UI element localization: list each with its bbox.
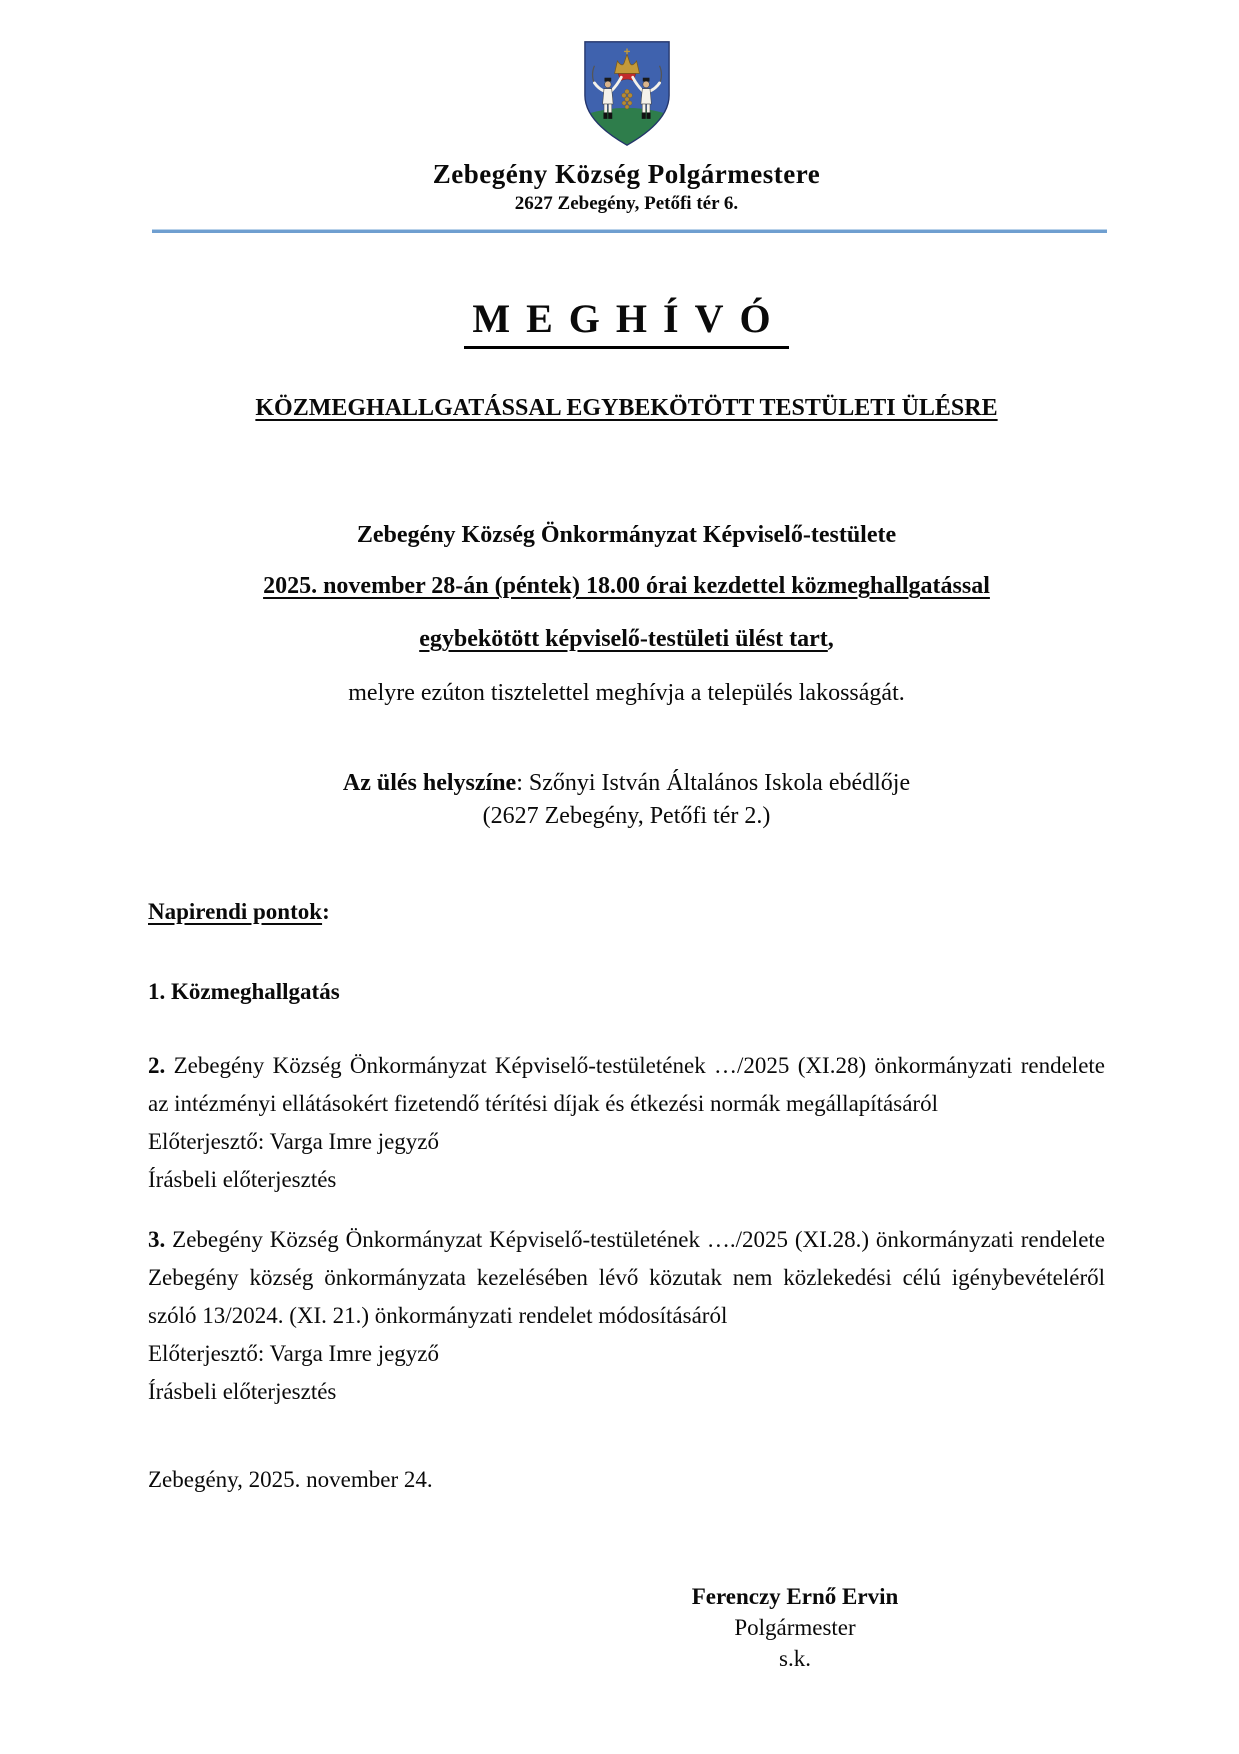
intro-line-3: egybekötött képviselő-testületi ülést tart, — [419, 626, 834, 652]
venue-address: (2627 Zebegény, Petőfi tér 2.) — [482, 803, 771, 829]
venue-line — [148, 767, 1105, 800]
agenda-item-3: 3. Zebegény Község Önkormányzat Képviselő-testületének …./2025 (XI.28.) önkormányzati rendelete Zebegény község önkormányzata kezelésében lévő közutak nem közlekedési célú igénybevételéről szóló 13/2024. (XI. 21.) önkormányzati rendelet módosításáról — [148, 1227, 1106, 1328]
org-address: 2627 Zebegény, Petőfi tér 6. — [514, 193, 739, 214]
agenda-item-2-presenter: Előterjesztő: Varga Imre jegyző — [148, 1129, 440, 1154]
page-subtitle: KÖZMEGHALLGATÁSSAL EGYBEKÖTÖTT TESTÜLETI ÜLÉSRE — [255, 395, 998, 421]
agenda-item-1: 1. Közmeghallgatás — [148, 979, 340, 1004]
intro-line-4: melyre ezúton tisztelettel meghívja a település lakosságát. — [348, 680, 905, 706]
intro-line-1: Zebegény Község Önkormányzat Képviselő-testülete — [356, 522, 897, 548]
signer-title: Polgármester — [734, 1615, 856, 1640]
page-title: MEGHÍVÓ — [148, 295, 1105, 349]
coat-of-arms-icon — [148, 38, 1105, 155]
agenda-item-3-presenter: Előterjesztő: Varga Imre jegyző — [148, 1341, 440, 1366]
agenda-item-2-form: Írásbeli előterjesztés — [148, 1167, 337, 1192]
signature-block — [645, 1581, 945, 1674]
venue-value: : Szőnyi István Általános Iskola ebédlője — [516, 770, 911, 796]
intro-line-2: 2025. november 28-án (péntek) 18.00 órai kezdettel közmeghallgatással — [263, 573, 990, 599]
dateline: Zebegény, 2025. november 24. — [148, 1467, 433, 1492]
agenda-item-2: 2. Zebegény Község Önkormányzat Képviselő-testületének …/2025 (XI.28) önkormányzati rendelete az intézményi ellátásokért fizetendő térítési díjak és étkezési normák megállapításáról — [148, 1053, 1106, 1116]
signer-sk: s.k. — [779, 1646, 811, 1671]
signer-name: Ferenczy Ernő Ervin — [691, 1584, 899, 1609]
header-divider — [152, 229, 1107, 233]
venue-label: Az ülés helyszíne — [342, 770, 517, 796]
agenda-item-3-form: Írásbeli előterjesztés — [148, 1379, 337, 1404]
org-name: Zebegény Község Polgármestere — [432, 159, 821, 189]
agenda-heading: Napirendi pontok: — [148, 899, 330, 924]
